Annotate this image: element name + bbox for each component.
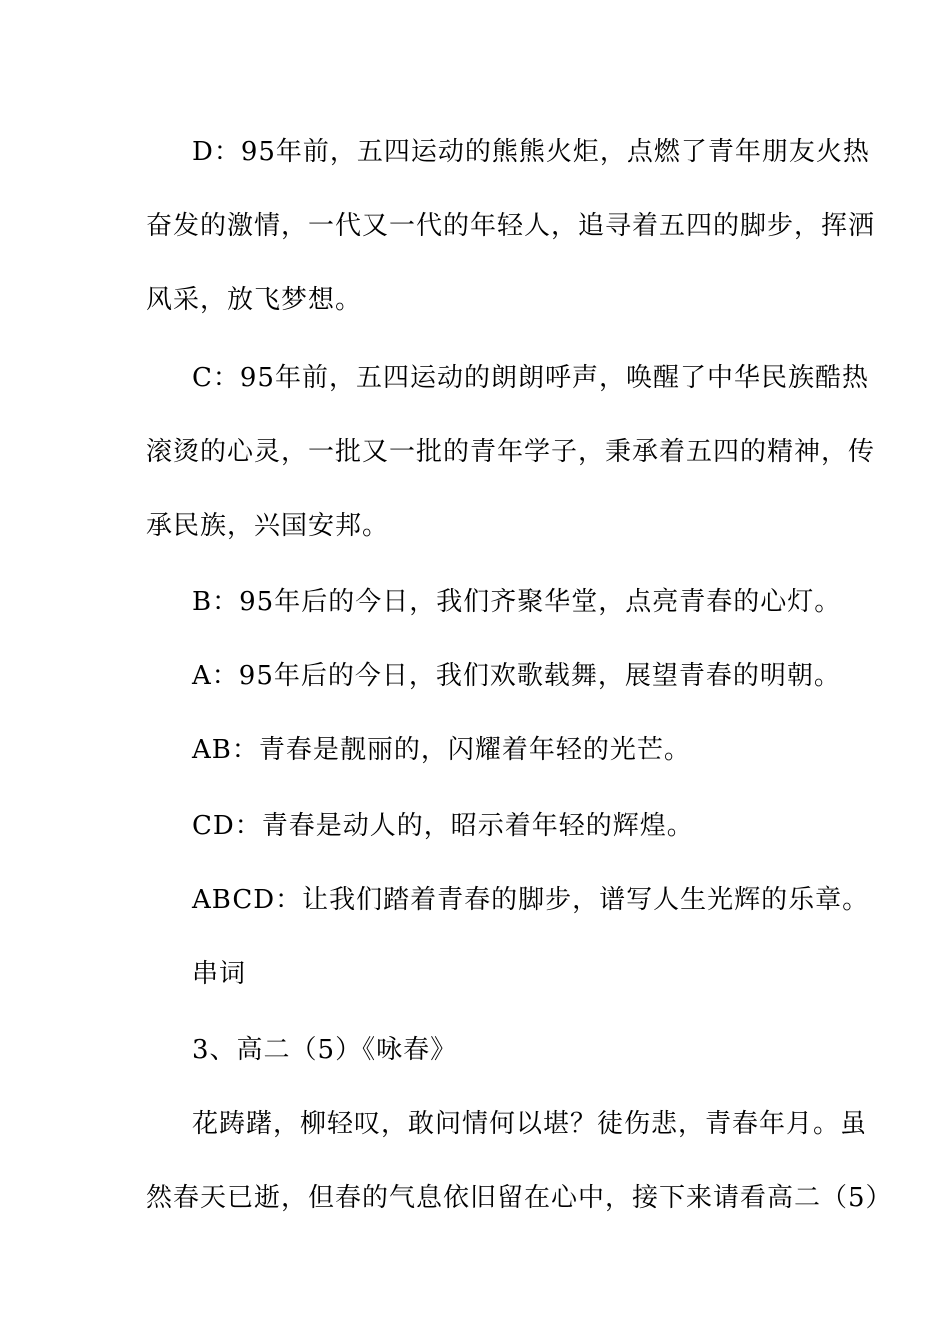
program-item-3: 3、高二（5）《咏春》 (192, 1035, 458, 1065)
paragraph-cd: CD：青春是动人的，昭示着年轻的辉煌。 (192, 811, 694, 841)
paragraph-intro-line-2: 然春天已逝，但春的气息依旧留在心中，接下来请看高二（5） (146, 1183, 893, 1213)
paragraph-c-line-2: 滚烫的心灵，一批又一批的青年学子，秉承着五四的精神，传 (146, 437, 876, 467)
paragraph-d-line-3: 风采，放飞梦想。 (146, 285, 363, 315)
paragraph-a: A：95年后的今日，我们欢歌载舞，展望青春的明朝。 (192, 661, 841, 691)
paragraph-abcd: ABCD：让我们踏着青春的脚步，谱写人生光辉的乐章。 (192, 885, 870, 915)
paragraph-ab: AB：青春是靓丽的，闪耀着年轻的光芒。 (192, 735, 691, 765)
paragraph-c-line-3: 承民族，兴国安邦。 (146, 511, 390, 541)
section-heading-chuanci: 串词 (192, 959, 247, 989)
paragraph-d-line-2: 奋发的激情，一代又一代的年轻人，追寻着五四的脚步，挥洒 (146, 211, 876, 241)
paragraph-intro-line-1: 花踌躇，柳轻叹，敢问情何以堪？徒伤悲，青春年月。虽 (192, 1109, 868, 1139)
paragraph-b: B：95年后的今日，我们齐聚华堂，点亮青春的心灯。 (192, 587, 842, 617)
paragraph-d-line-1: D：95年前，五四运动的熊熊火炬，点燃了青年朋友火热 (192, 137, 870, 167)
paragraph-c-line-1: C：95年前，五四运动的朗朗呼声，唤醒了中华民族酷热 (192, 363, 869, 393)
